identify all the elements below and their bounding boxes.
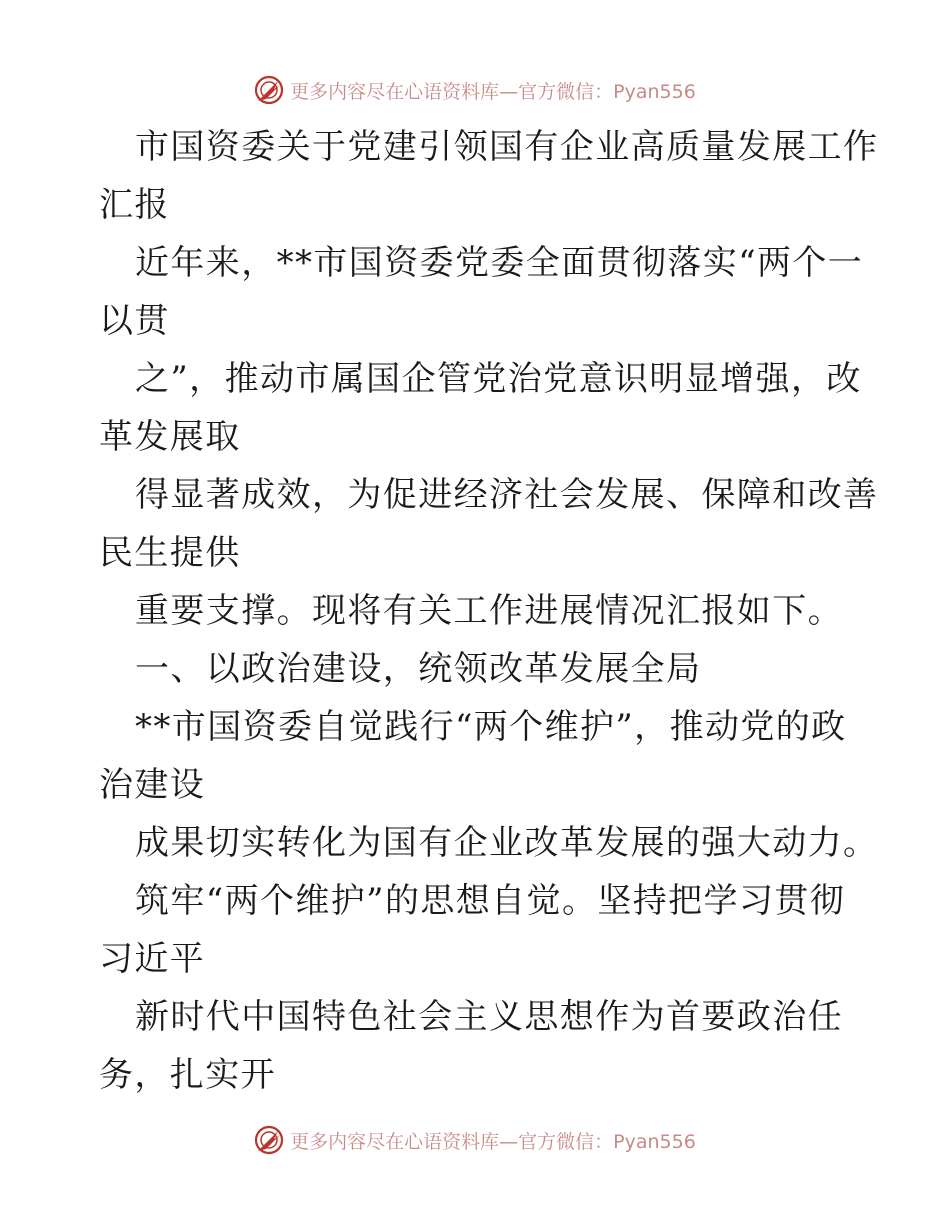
text-line: 筑牢“两个维护”的思想自觉。坚持把学习贯彻	[135, 881, 846, 921]
text-line: 重要支撑。现将有关工作进展情况汇报如下。	[135, 591, 843, 631]
text-line: 以贯	[99, 301, 170, 341]
feather-logo-icon	[254, 75, 284, 105]
text-line: 市国资委关于党建引领国有企业高质量发展工作	[135, 127, 879, 167]
text-line: 成果切实转化为国有企业改革发展的强大动力。	[135, 823, 879, 863]
header-watermark	[0, 72, 950, 108]
text-line: 务，扎实开	[99, 1055, 276, 1095]
footer-watermark	[0, 1122, 950, 1158]
text-line: 治建设	[99, 765, 206, 805]
watermark-text: 更多内容尽在心语资料库—官方微信：Pyan556	[290, 80, 696, 103]
text-line: 革发展取	[99, 417, 241, 457]
text-line: 之”，推动市属国企管党治党意识明显增强，改	[135, 359, 862, 399]
section-heading: 一、以政治建设，统领改革发展全局	[135, 649, 702, 689]
document-body	[99, 118, 879, 1104]
text-line: 得显著成效，为促进经济社会发展、保障和改善	[135, 475, 879, 515]
text-line: 民生提供	[99, 533, 241, 573]
feather-logo-icon	[254, 1125, 284, 1155]
text-line: 新时代中国特色社会主义思想作为首要政治任	[135, 997, 843, 1037]
text-line: 习近平	[99, 939, 206, 979]
watermark-text: 更多内容尽在心语资料库—官方微信：Pyan556	[290, 1130, 696, 1153]
text-line: 近年来，**市国资委党委全面贯彻落实“两个一	[135, 243, 864, 283]
text-line: 汇报	[99, 185, 170, 225]
text-line: **市国资委自觉践行“两个维护”，推动党的政	[135, 707, 847, 747]
